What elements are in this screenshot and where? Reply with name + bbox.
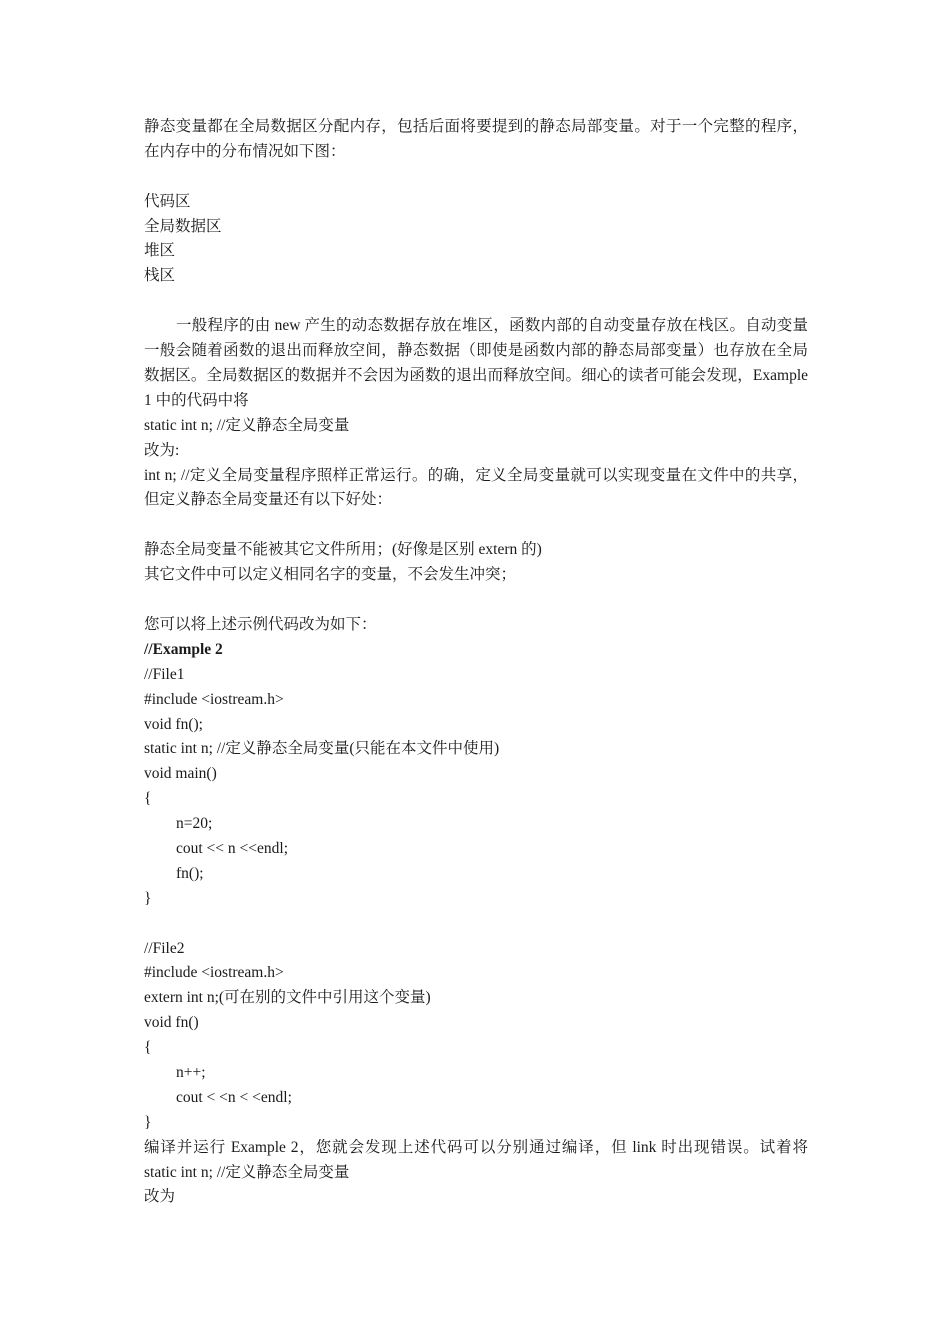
benefits-list xyxy=(144,538,808,588)
example-lead: 您可以将上述示例代码改为如下： xyxy=(144,615,377,633)
document-page xyxy=(144,115,808,1210)
code-line: //File1 xyxy=(144,665,185,683)
memory-area-code: 代码区 xyxy=(144,192,191,210)
code-line: { xyxy=(144,1039,152,1057)
code-line: #include <iostream.h> xyxy=(144,964,284,982)
memory-area-heap: 堆区 xyxy=(144,242,176,260)
global-var-paragraph: int n; //定义全局变量程序照样正常运行。的确，定义全局变量就可以实现变量在文件中的共享，但定义静态全局变量还有以下好处： xyxy=(144,466,808,509)
code-line: } xyxy=(144,1113,152,1131)
code-line: static int n; //定义静态全局变量(只能在本文件中使用) xyxy=(144,740,500,758)
memory-area-stack: 栈区 xyxy=(144,267,176,285)
code-line: #include <iostream.h> xyxy=(144,690,284,708)
spacer xyxy=(144,165,808,190)
memory-area-global: 全局数据区 xyxy=(144,217,222,235)
spacer xyxy=(144,588,808,613)
code-block-file1 xyxy=(144,663,808,912)
change-to-line: 改为: xyxy=(144,441,180,459)
code-line: cout << n <<endl; xyxy=(176,839,289,857)
outro-paragraph: 编译并运行 Example 2，您就会发现上述代码可以分别通过编译，但 link 时出现错误。试着将 static int n; //定义静态全局变量 xyxy=(144,1138,808,1181)
code-line: } xyxy=(144,889,152,907)
code-line: void main() xyxy=(144,765,217,783)
explain-paragraph: 一般程序的由 new 产生的动态数据存放在堆区，函数内部的自动变量存放在栈区。自动变量一般会随着函数的退出而释放空间，静态数据（即使是函数内部的静态局部变量）也存放在全局数据区。全局数据区的数据并不会因为函数的退出而释放空间。细心的读者可能会发现，Example 1 中的代码中将 xyxy=(144,317,808,409)
code-line: n++; xyxy=(176,1063,206,1081)
code-line: n=20; xyxy=(176,815,213,833)
spacer xyxy=(144,289,808,314)
code-line: void fn(); xyxy=(144,715,203,733)
spacer xyxy=(144,513,808,538)
code-line: cout < <n < <endl; xyxy=(176,1088,292,1106)
code-line: fn(); xyxy=(176,864,204,882)
intro-paragraph: 静态变量都在全局数据区分配内存，包括后面将要提到的静态局部变量。对于一个完整的程序，在内存中的分布情况如下图： xyxy=(144,118,808,160)
spacer xyxy=(144,912,808,937)
code-line: void fn() xyxy=(144,1014,199,1032)
code-block-file2 xyxy=(144,937,808,1136)
benefit-item: 静态全局变量不能被其它文件所用；(好像是区别 extern 的) xyxy=(144,541,542,559)
static-decl-line: static int n; //定义静态全局变量 xyxy=(144,416,350,434)
code-line: extern int n;(可在别的文件中引用这个变量) xyxy=(144,989,431,1007)
benefit-item: 其它文件中可以定义相同名字的变量，不会发生冲突； xyxy=(144,566,517,584)
example-title: //Example 2 xyxy=(144,640,223,658)
outro-last-line: 改为 xyxy=(144,1188,176,1206)
memory-area-list xyxy=(144,190,808,290)
code-line: { xyxy=(144,790,152,808)
code-line: //File2 xyxy=(144,939,185,957)
